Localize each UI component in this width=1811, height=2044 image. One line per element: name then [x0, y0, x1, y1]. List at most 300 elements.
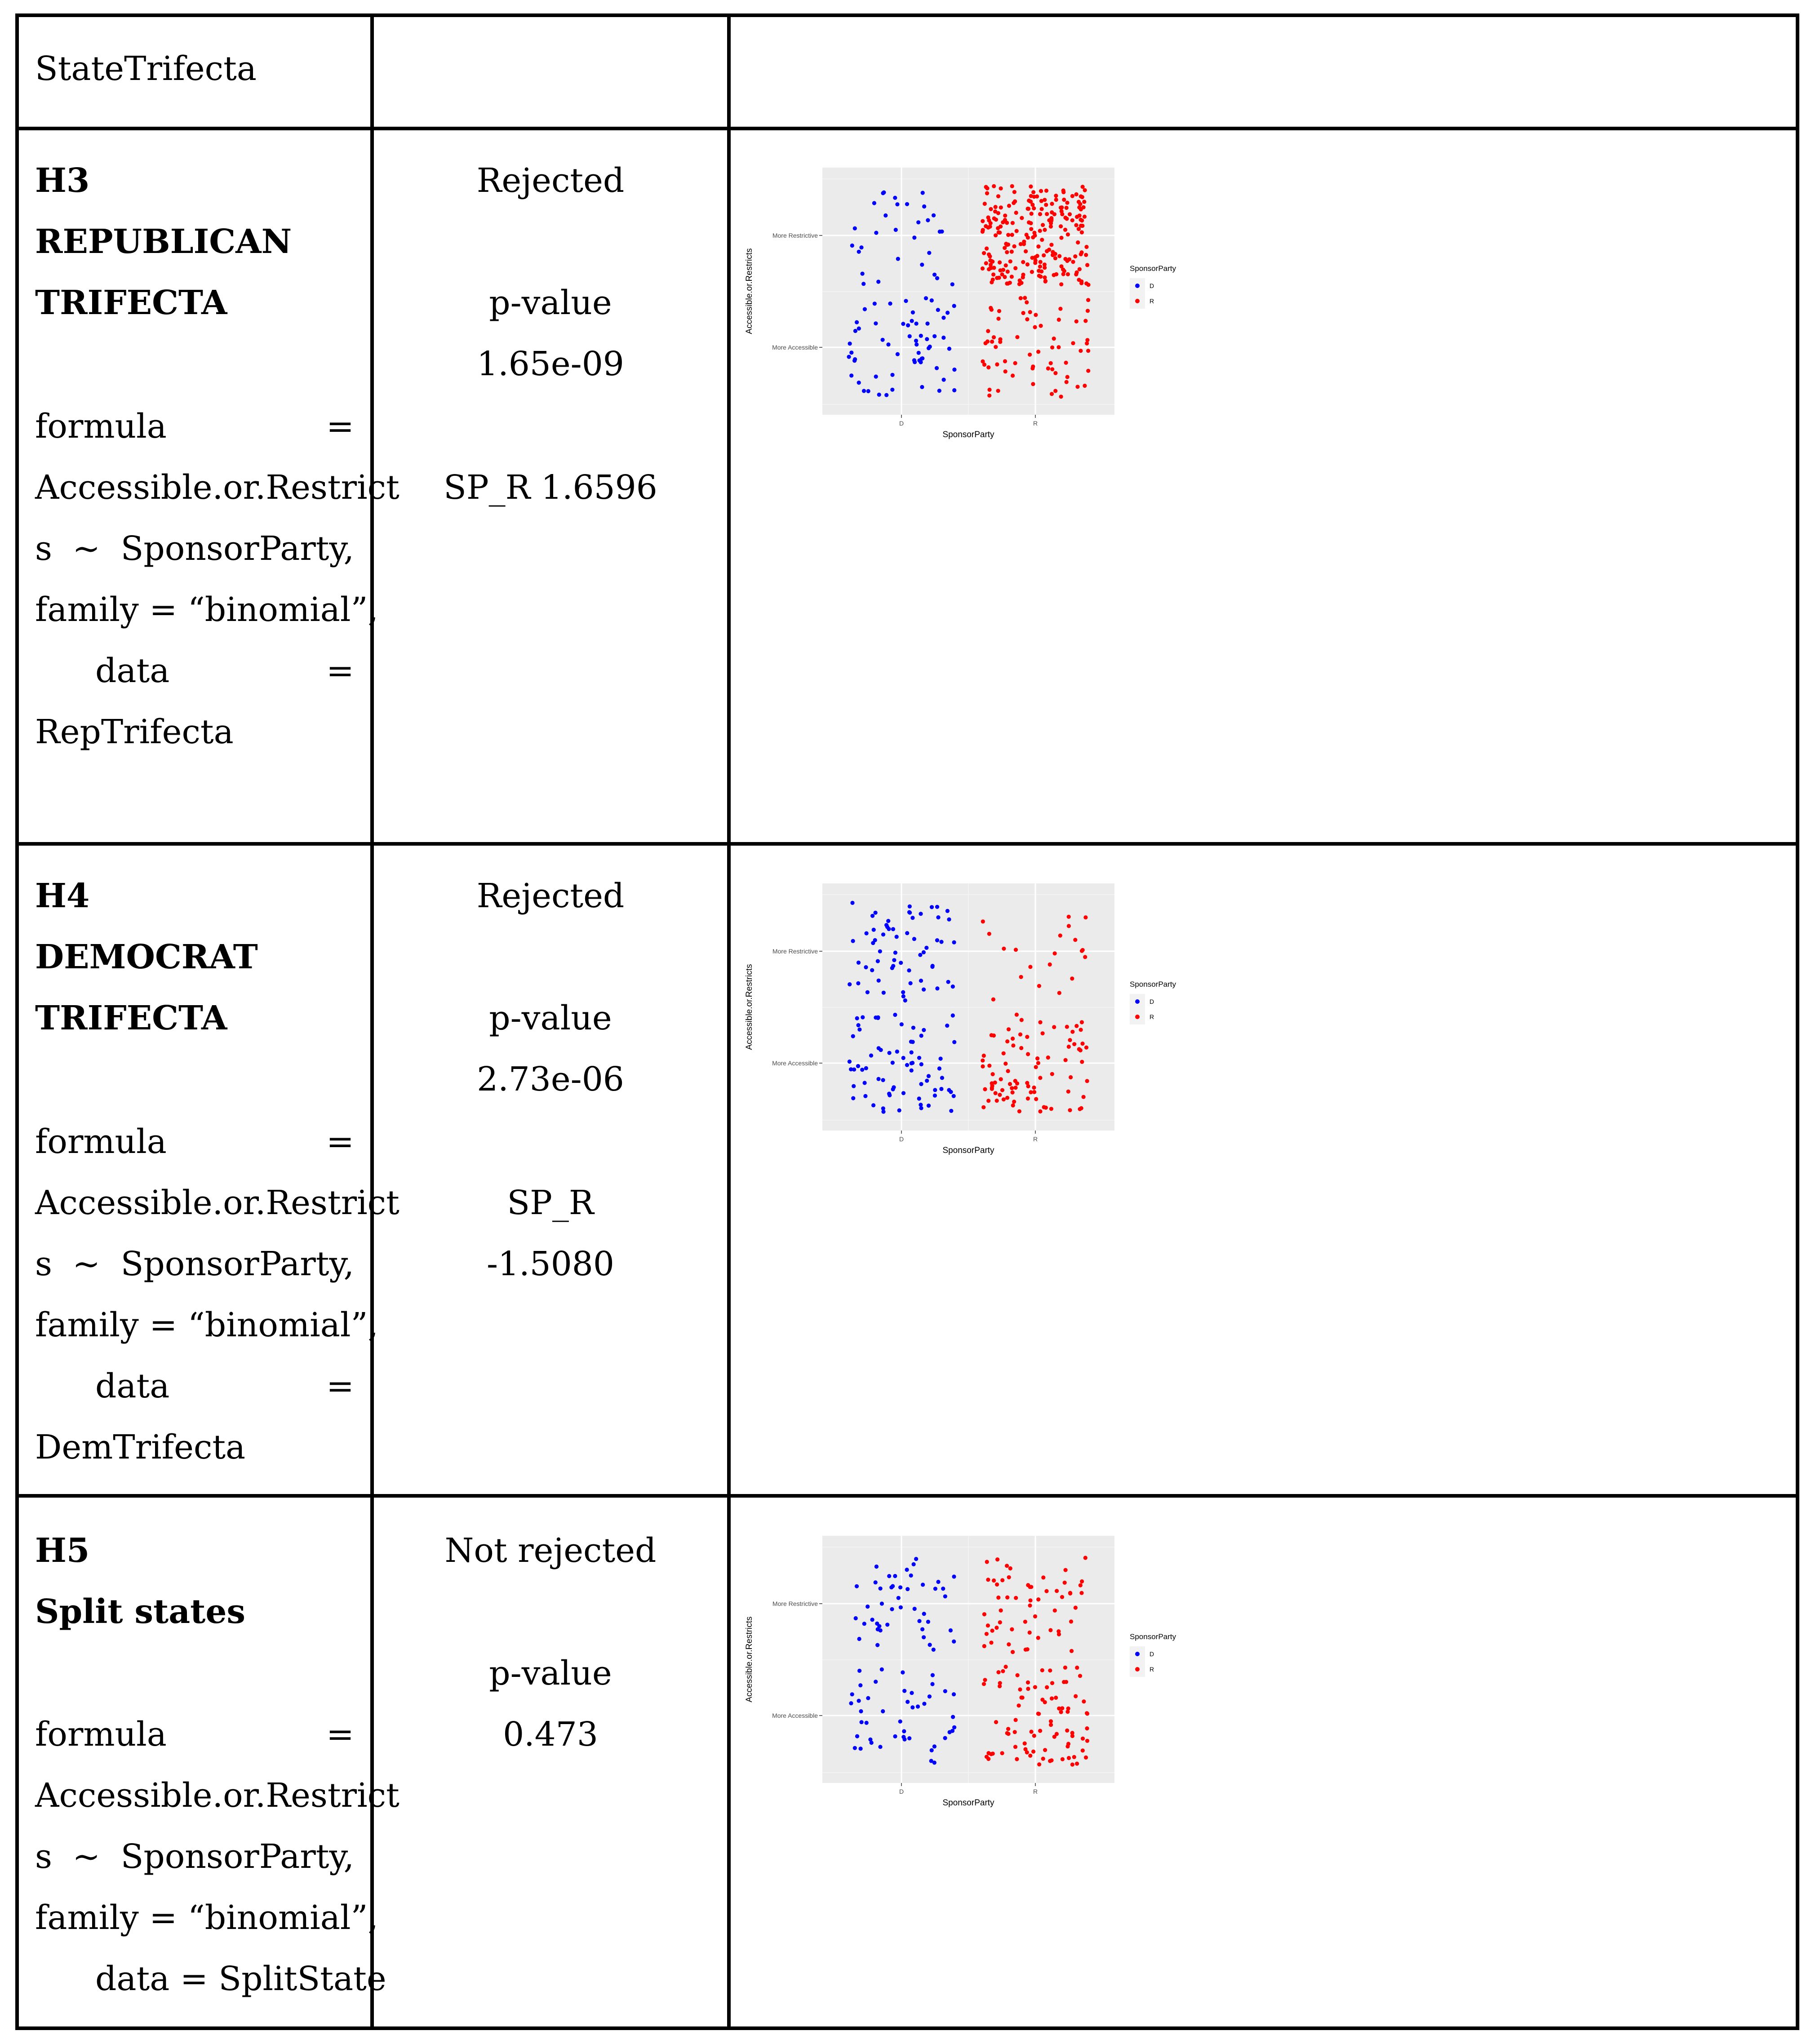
row-h4-formula-line-4: family = “binomial”,	[35, 1306, 378, 1344]
data-point-r	[1067, 1756, 1071, 1760]
data-point-r	[1064, 1568, 1068, 1572]
data-point-r	[994, 1626, 999, 1630]
data-point-d	[918, 953, 922, 957]
data-point-r	[1072, 1755, 1076, 1759]
data-point-r	[1053, 256, 1057, 260]
row-h4-formula-line-6: DemTrifecta	[35, 1428, 246, 1467]
data-point-r	[994, 205, 998, 209]
data-point-d	[900, 1022, 904, 1026]
data-point-d	[946, 980, 950, 984]
data-point-d	[890, 388, 894, 392]
data-point-r	[1049, 361, 1053, 365]
row-h4-result: Rejected	[476, 877, 625, 915]
data-point-r	[1004, 1665, 1008, 1669]
data-point-r	[1079, 1028, 1083, 1032]
data-point-r	[1076, 240, 1080, 244]
data-point-r	[1057, 318, 1061, 322]
data-point-r	[1067, 1045, 1071, 1049]
data-point-r	[1005, 1731, 1009, 1735]
data-point-r	[1028, 1604, 1032, 1608]
data-point-r	[1000, 1751, 1004, 1755]
data-point-r	[1049, 225, 1053, 229]
data-point-d	[895, 202, 899, 206]
data-point-r	[1063, 228, 1067, 232]
data-point-r	[1049, 1758, 1053, 1762]
row-h3-pvalue-label: p-value	[489, 284, 612, 322]
data-point-r	[985, 191, 989, 195]
data-point-d	[857, 1669, 861, 1673]
data-point-d	[893, 951, 897, 955]
data-point-r	[994, 1720, 998, 1724]
data-point-r	[1016, 1673, 1020, 1677]
data-point-r	[1058, 934, 1062, 938]
data-point-d	[940, 1076, 944, 1080]
data-point-r	[1029, 194, 1033, 198]
data-point-r	[981, 919, 985, 923]
table-col-divider-2	[727, 13, 731, 2030]
data-point-r	[984, 224, 988, 228]
data-point-d	[906, 323, 910, 327]
data-point-r	[982, 1054, 986, 1058]
data-point-r	[1028, 353, 1032, 357]
data-point-r	[988, 258, 992, 262]
data-point-r	[1003, 359, 1007, 363]
data-point-r	[1078, 1107, 1082, 1111]
row-h4-coef-line-1: SP_R	[507, 1184, 594, 1222]
data-point-d	[855, 1584, 859, 1588]
data-point-r	[1074, 1605, 1078, 1609]
data-point-d	[895, 935, 899, 939]
data-point-d	[876, 279, 880, 284]
data-point-r	[1007, 1575, 1011, 1579]
data-point-d	[893, 1734, 897, 1738]
row-h5-formula-line-3: s ~ SponsorParty,	[35, 1837, 354, 1876]
data-point-r	[1029, 227, 1033, 231]
data-point-r	[1015, 229, 1019, 233]
data-point-d	[851, 939, 855, 943]
data-point-d	[866, 389, 870, 393]
data-point-d	[879, 1628, 883, 1632]
data-point-r	[1032, 1086, 1036, 1090]
data-point-r	[1034, 313, 1038, 317]
data-point-r	[1085, 1739, 1089, 1743]
data-point-r	[1006, 233, 1010, 237]
data-point-r	[1040, 207, 1044, 211]
data-point-d	[921, 191, 925, 195]
data-point-r	[1013, 1745, 1017, 1749]
data-point-r	[1026, 1096, 1030, 1100]
data-point-d	[914, 322, 919, 326]
data-point-r	[985, 247, 989, 251]
x-tick-label: R	[1033, 1788, 1038, 1795]
data-point-r	[1067, 915, 1071, 919]
data-point-r	[1065, 1729, 1069, 1733]
data-point-d	[925, 337, 929, 341]
data-point-d	[952, 368, 956, 372]
data-point-d	[914, 342, 919, 346]
data-point-r	[998, 1684, 1002, 1688]
data-point-d	[932, 273, 937, 277]
data-point-d	[952, 1040, 956, 1044]
data-point-d	[862, 1622, 866, 1626]
data-point-r	[1068, 1108, 1072, 1112]
row-h5-pvalue-label: p-value	[489, 1654, 612, 1693]
row-h4-formula-line-1: formula =	[35, 1122, 354, 1161]
data-point-r	[1035, 195, 1039, 199]
data-point-d	[926, 1620, 930, 1624]
data-point-d	[855, 1016, 859, 1020]
data-point-d	[949, 1109, 953, 1113]
data-point-r	[998, 340, 1002, 344]
data-point-d	[888, 302, 892, 306]
data-point-d	[932, 334, 937, 338]
data-point-r	[991, 1072, 995, 1076]
data-point-r	[1050, 1681, 1054, 1685]
data-point-d	[907, 968, 911, 972]
data-point-r	[990, 266, 994, 270]
data-point-d	[893, 1013, 897, 1017]
data-point-r	[1085, 1079, 1089, 1083]
row-h4-formula-line-3: s ~ SponsorParty,	[35, 1245, 354, 1283]
data-point-r	[1079, 252, 1083, 256]
data-point-d	[866, 990, 870, 994]
data-point-r	[983, 202, 987, 206]
data-point-d	[930, 1748, 934, 1752]
data-point-r	[1063, 1581, 1067, 1585]
row-h4-formula-line-2: Accessible.or.Restrict	[35, 1184, 399, 1222]
data-point-r	[1050, 367, 1054, 371]
data-point-d	[849, 350, 853, 355]
data-point-d	[943, 1736, 947, 1740]
data-point-d	[893, 196, 897, 200]
data-point-d	[847, 355, 851, 359]
data-point-r	[1025, 317, 1029, 321]
data-point-r	[1012, 201, 1016, 205]
data-point-d	[952, 304, 956, 308]
data-point-r	[991, 998, 995, 1002]
data-point-d	[869, 1054, 873, 1058]
data-point-r	[1026, 1583, 1030, 1587]
data-point-r	[1036, 350, 1040, 354]
data-point-d	[919, 334, 923, 338]
data-point-d	[924, 296, 928, 300]
row-h3-coef: SP_R 1.6596	[444, 468, 657, 507]
data-point-r	[1039, 324, 1043, 328]
row-h3-id: H3	[35, 161, 90, 200]
data-point-d	[850, 1692, 854, 1696]
data-point-r	[1033, 1614, 1037, 1618]
data-point-r	[1018, 1033, 1022, 1037]
data-point-d	[875, 1622, 879, 1626]
data-point-r	[987, 932, 991, 936]
data-point-r	[1043, 1748, 1047, 1752]
data-point-r	[1079, 1048, 1083, 1052]
data-point-r	[1082, 1699, 1086, 1703]
data-point-r	[1079, 224, 1083, 228]
data-point-r	[998, 1093, 1002, 1097]
data-point-r	[981, 228, 985, 232]
data-point-d	[864, 1066, 868, 1070]
row-h4-pvalue-label: p-value	[489, 999, 612, 1038]
data-point-r	[1083, 215, 1087, 219]
data-point-d	[906, 1700, 910, 1704]
data-point-r	[1070, 218, 1074, 222]
data-point-d	[907, 910, 911, 914]
data-point-d	[919, 912, 923, 916]
data-point-d	[850, 901, 854, 905]
row-h3-title-line-1: REPUBLICAN	[35, 222, 292, 261]
data-point-d	[920, 1627, 924, 1631]
data-point-r	[1032, 231, 1036, 235]
data-point-r	[1015, 1082, 1019, 1086]
x-tick-label: R	[1033, 420, 1038, 427]
data-point-r	[1038, 1076, 1042, 1080]
data-point-d	[928, 1643, 932, 1647]
legend-title: SponsorParty	[1130, 264, 1176, 273]
data-point-d	[902, 1689, 906, 1693]
data-point-d	[904, 299, 908, 303]
data-point-d	[925, 1079, 929, 1083]
data-point-d	[874, 375, 878, 379]
data-point-d	[885, 1623, 889, 1627]
data-point-r	[1000, 1578, 1004, 1582]
data-point-r	[1013, 1086, 1017, 1090]
data-point-d	[870, 914, 874, 918]
row-h3-formula-line-5: data =	[95, 652, 354, 690]
data-point-r	[1042, 253, 1046, 257]
data-point-r	[1075, 1762, 1079, 1766]
data-point-d	[928, 1694, 932, 1698]
data-point-d	[857, 381, 861, 385]
data-point-r	[1054, 198, 1058, 202]
data-point-r	[1006, 1069, 1010, 1073]
data-point-r	[1025, 233, 1029, 237]
data-point-r	[994, 1091, 998, 1095]
data-point-r	[1043, 279, 1048, 284]
data-point-r	[996, 1670, 1000, 1674]
row-h5-formula-line-5: data = SplitState	[95, 1960, 386, 1998]
data-point-r	[1086, 283, 1090, 287]
table-rule-2	[15, 842, 1799, 846]
data-point-r	[1039, 199, 1043, 203]
data-point-r	[1081, 185, 1085, 189]
data-point-r	[996, 194, 1000, 198]
data-point-d	[922, 1028, 926, 1032]
data-point-r	[1038, 1109, 1042, 1113]
data-point-d	[941, 336, 945, 340]
row-h5-pvalue: 0.473	[503, 1715, 598, 1754]
data-point-r	[1014, 1596, 1018, 1600]
data-point-d	[865, 931, 869, 936]
data-point-r	[1070, 1030, 1074, 1034]
data-point-d	[943, 1594, 947, 1598]
data-point-r	[1078, 1674, 1082, 1678]
data-point-r	[1020, 216, 1024, 220]
data-point-r	[1066, 1742, 1070, 1746]
data-point-d	[905, 1568, 909, 1572]
data-point-r	[1074, 192, 1079, 196]
data-point-r	[1011, 1091, 1015, 1095]
data-point-r	[1005, 221, 1009, 225]
data-point-r	[989, 306, 993, 310]
data-point-d	[922, 950, 926, 954]
data-point-r	[1060, 1595, 1064, 1599]
data-point-d	[858, 1683, 862, 1687]
data-point-r	[1043, 275, 1047, 279]
data-point-r	[1005, 1564, 1009, 1568]
data-point-r	[995, 1583, 999, 1587]
data-point-r	[1084, 1756, 1088, 1760]
data-point-r	[1073, 254, 1077, 258]
data-point-r	[995, 362, 999, 366]
data-point-d	[920, 263, 924, 267]
data-point-r	[1024, 249, 1028, 253]
y-axis-title: Accessible.or.Restricts	[745, 248, 754, 334]
data-point-d	[872, 928, 876, 932]
data-point-d	[878, 1745, 882, 1749]
data-point-d	[901, 1091, 906, 1095]
data-point-r	[992, 1578, 996, 1583]
data-point-d	[848, 982, 852, 986]
data-point-d	[890, 373, 894, 377]
data-point-d	[951, 1013, 955, 1017]
data-point-d	[872, 201, 876, 205]
data-point-d	[889, 1585, 893, 1589]
scatter-plot-h3	[744, 162, 1202, 449]
data-point-r	[1080, 1042, 1084, 1046]
data-point-d	[929, 1759, 933, 1763]
data-point-d	[922, 1635, 926, 1639]
data-point-r	[1065, 201, 1069, 205]
data-point-d	[865, 1721, 869, 1725]
data-point-r	[1021, 311, 1025, 315]
data-point-d	[857, 250, 861, 254]
data-point-r	[1085, 1711, 1089, 1715]
data-point-d	[874, 911, 878, 915]
data-point-d	[864, 965, 868, 969]
data-point-r	[1083, 955, 1087, 959]
data-point-r	[1066, 272, 1070, 276]
data-point-r	[1074, 223, 1078, 227]
data-point-r	[1039, 275, 1043, 279]
data-point-r	[1039, 260, 1043, 264]
data-point-d	[901, 322, 905, 326]
data-point-r	[1064, 361, 1068, 365]
data-point-r	[1065, 380, 1069, 384]
header-statetrifecta: StateTrifecta	[35, 49, 257, 88]
data-point-r	[1084, 1046, 1088, 1050]
data-point-d	[901, 994, 906, 998]
data-point-r	[981, 219, 985, 223]
data-point-r	[989, 207, 993, 211]
data-point-d	[887, 1574, 891, 1578]
data-point-d	[855, 320, 859, 324]
data-point-r	[1079, 279, 1083, 284]
data-point-r	[1054, 1696, 1058, 1700]
data-point-r	[1041, 1031, 1045, 1035]
data-point-r	[1073, 938, 1077, 942]
data-point-d	[911, 1026, 915, 1030]
data-point-r	[1080, 231, 1084, 235]
data-point-r	[1057, 254, 1061, 258]
data-point-d	[947, 347, 951, 351]
data-point-r	[1037, 984, 1041, 988]
data-point-d	[849, 1701, 853, 1705]
data-point-r	[1034, 258, 1038, 262]
data-point-d	[901, 1056, 906, 1060]
data-point-r	[1066, 232, 1070, 236]
data-point-r	[1082, 205, 1086, 209]
data-point-d	[863, 1094, 867, 1098]
data-point-r	[1065, 217, 1069, 221]
data-point-d	[919, 979, 923, 983]
data-point-r	[1074, 319, 1079, 324]
data-point-d	[861, 1015, 865, 1019]
data-point-d	[930, 905, 934, 909]
data-point-d	[863, 307, 867, 311]
data-point-r	[1038, 1729, 1042, 1733]
data-point-r	[1080, 1060, 1084, 1064]
data-point-r	[985, 1755, 989, 1759]
data-point-d	[857, 327, 861, 331]
data-point-r	[1028, 1631, 1032, 1635]
data-point-r	[1002, 947, 1006, 951]
data-point-r	[1086, 349, 1090, 353]
data-point-d	[950, 282, 954, 286]
data-point-r	[1025, 1647, 1030, 1651]
data-point-d	[936, 1580, 940, 1584]
data-point-r	[1032, 1734, 1036, 1738]
data-point-r	[1013, 1730, 1017, 1734]
data-point-r	[1044, 203, 1048, 207]
data-point-r	[982, 1612, 986, 1616]
data-point-d	[862, 389, 866, 393]
data-point-d	[874, 1015, 878, 1020]
row-h4-title-line-1: DEMOCRAT	[35, 938, 258, 976]
scatter-plot-h4	[744, 878, 1202, 1165]
data-point-d	[891, 1061, 895, 1065]
data-point-r	[1026, 1687, 1030, 1691]
data-point-d	[859, 1747, 863, 1751]
data-point-d	[853, 1746, 857, 1750]
data-point-r	[1060, 212, 1064, 216]
data-point-r	[1040, 238, 1044, 242]
table-border-right	[1796, 13, 1799, 2030]
data-point-d	[952, 1692, 956, 1696]
scatter-plot-h5	[744, 1530, 1202, 1818]
data-point-r	[1068, 1592, 1072, 1596]
row-h5-result: Not rejected	[444, 1531, 657, 1570]
data-point-r	[1064, 1680, 1068, 1684]
data-point-d	[897, 1596, 901, 1600]
data-point-r	[1050, 1696, 1054, 1700]
data-point-r	[1036, 1636, 1040, 1640]
y-tick-label: More Accessible	[772, 1712, 818, 1719]
data-point-r	[1079, 1583, 1083, 1587]
data-point-r	[1032, 206, 1036, 210]
data-point-r	[1053, 371, 1057, 375]
data-point-d	[919, 1106, 923, 1110]
data-point-r	[1041, 223, 1045, 227]
data-point-d	[920, 385, 924, 389]
legend-marker-r	[1135, 1015, 1140, 1019]
data-point-d	[952, 1574, 956, 1578]
data-point-r	[1001, 268, 1005, 272]
data-point-d	[917, 1056, 921, 1060]
data-point-r	[1038, 1020, 1042, 1024]
data-point-r	[1012, 190, 1016, 194]
data-point-r	[1083, 915, 1087, 919]
